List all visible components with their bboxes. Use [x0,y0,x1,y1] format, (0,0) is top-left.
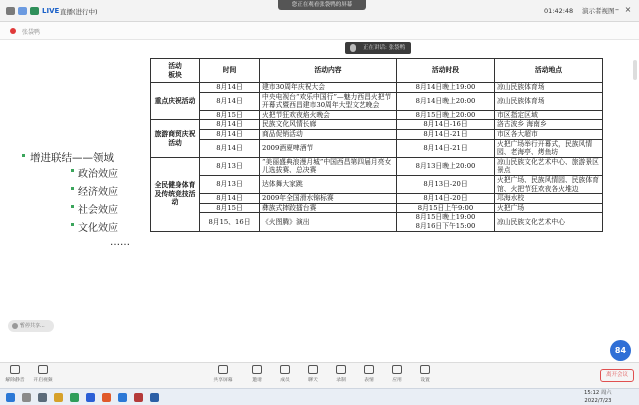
place-cell: 市区指定区域 [495,110,603,120]
table-row [151,92,603,110]
period-cell: 8月14日-21日 [397,139,495,157]
edge-icon[interactable] [86,393,95,402]
share-screen-button[interactable]: 共享屏幕 [210,365,236,383]
minimize-icon[interactable]: – [615,5,619,14]
place-cell: 市区各大超市 [495,129,603,139]
os-taskbar [0,388,639,405]
invite-button[interactable]: 邀请 [244,365,270,383]
date-cell: 8月14日 [200,120,260,130]
group-cell: 重点庆祝活动 [151,83,200,120]
microphone-icon [350,44,356,52]
bullet-sub: 经济效应 [78,183,158,198]
period-cell: 8月13日-20日 [397,175,495,193]
content-cell: 民族文化风情长廊 [260,120,397,130]
share-icon [218,365,228,374]
file-explorer-icon[interactable] [54,393,63,402]
camera-icon [38,365,48,374]
unmute-button[interactable]: 解除静音 [2,365,28,383]
group-cell: 旅游商贸庆祝活动 [151,120,200,157]
header-cell: 活动地点 [495,59,603,83]
tray-date: 2022/7/23 [584,397,612,404]
group-cell: 全民健身体育及传统竞技活动 [151,157,200,231]
period-cell: 8月14日晚上19:00 [397,83,495,93]
smile-icon [364,365,374,374]
table-row [151,175,603,193]
place-cell: 凉山民族体育场 [495,83,603,93]
search-icon[interactable] [22,393,31,402]
schedule-table [150,58,603,232]
windows-start-icon[interactable] [6,393,15,402]
header-cell: 活动内容 [260,59,397,83]
scrollbar[interactable] [633,60,637,80]
content-cell: 2009年全国滑水锦标赛 [260,194,397,204]
table-row [151,120,603,130]
task-view-icon[interactable] [38,393,47,402]
close-icon[interactable]: × [624,5,632,14]
record-icon [336,365,346,374]
period-cell: 8月14日-20日 [397,194,495,204]
invite-icon [252,365,262,374]
header-cell: 活动 板块 [151,59,200,83]
table-row [151,194,603,204]
app-icon[interactable] [102,393,111,402]
slide-bullets [22,150,130,248]
system-clock[interactable] [584,390,612,405]
table-row [151,213,603,231]
word-icon[interactable] [150,393,159,402]
date-cell: 8月15日 [200,203,260,213]
content-cell: 《火图腾》演出 [260,213,397,231]
presenter-bar [0,22,639,40]
speaking-label: 正在讲话: 张袋鸭 [363,45,406,51]
place-cell: 火把广场 [495,203,603,213]
app-icon[interactable] [70,393,79,402]
date-cell: 8月14日 [200,92,260,110]
recording-icon [10,28,16,34]
live-badge: LIVE [42,7,60,15]
members-button[interactable]: 成员 [272,365,298,383]
chat-button[interactable]: 聊天 [300,365,326,383]
bullet-sub: 社会效应 [78,201,158,216]
meeting-toolbar [0,362,639,388]
date-cell: 8月13日 [200,157,260,175]
presenter-view-button[interactable]: 演示者视图 [582,7,615,15]
content-cell: 2009酒夏啤酒节 [260,139,397,157]
meeting-title: 直播(进行中) [60,8,98,16]
period-cell: 8月14日-16日 [397,120,495,130]
meeting-app-icon[interactable] [118,393,127,402]
content-cell: 火把节狂欢夜焰火晚会 [260,110,397,120]
place-cell: 邛海水校 [495,194,603,204]
place-cell: 洛古波乡 海南乡 [495,120,603,130]
place-cell: 凉山民族体育场 [495,92,603,110]
table-row [151,139,603,157]
date-cell: 8月15、16日 [200,213,260,231]
header-cell: 时间 [200,59,260,83]
content-cell: 商品促销活动 [260,129,397,139]
stop-share-chip[interactable]: 暂停共享... [8,320,54,332]
place-cell: 凉山民族文化艺术中心 [495,213,603,231]
period-cell: 8月15日晚上20:00 [397,110,495,120]
table-header-row [151,59,603,83]
reactions-button[interactable]: 表情 [356,365,382,383]
period-cell: 8月14日-21日 [397,129,495,139]
table-row [151,83,603,93]
table-row [151,203,603,213]
content-cell: 彝族式摔跤擂台赛 [260,203,397,213]
bullet-ellipsis: …… [110,237,130,248]
settings-icon[interactable] [18,7,27,15]
period-cell: 8月13日晚上20:00 [397,157,495,175]
record-button[interactable]: 录制 [328,365,354,383]
place-cell: 凉山民族文化艺术中心、旅游景区景点 [495,157,603,175]
content-cell: 中央电视台“欢乐中国行”—魅力西昌火把节开幕式暨西昌建市30周年大型文艺晚会 [260,92,397,110]
place-cell: 火把广场举行开幕式，民族风情园、老海亭、烤鱼坊 [495,139,603,157]
members-icon [280,365,290,374]
date-cell: 8月15日 [200,110,260,120]
date-cell: 8月13日 [200,175,260,193]
powerpoint-icon[interactable] [134,393,143,402]
shield-icon[interactable] [30,7,39,15]
table-row [151,157,603,175]
bullet-sub: 文化效应 [78,219,158,234]
content-cell: 建市30周年庆祝大会 [260,83,397,93]
speaking-indicator [345,42,411,54]
settings-button[interactable]: 设置 [412,365,438,383]
participants-count-badge[interactable]: 84 [610,340,631,361]
place-cell: 火把广场、民族风情园、民族体育馆、火把节狂欢夜各火堆边 [495,175,603,193]
table-row [151,110,603,120]
tray-time: 15:12 周六 [584,390,612,396]
apps-button[interactable]: 应用 [384,365,410,383]
sharing-banner[interactable]: 您正在观看张袋鸭的屏幕 [278,0,366,10]
content-cell: 达体舞大家跳 [260,175,397,193]
bullet-main: 增进联结——领域 [22,150,114,165]
chat-icon [308,365,318,374]
period-cell: 8月14日晚上20:00 [397,92,495,110]
menu-icon[interactable] [6,7,15,15]
window-titlebar [0,0,639,22]
period-cell: 8月15日上午9:00 [397,203,495,213]
bullet-sub: 政治效应 [78,165,158,180]
presenter-name: 张袋鸭 [22,29,41,36]
content-cell: “美丽盛典浪漫月城”中国西昌第四届月亮女儿选拔赛、总决赛 [260,157,397,175]
date-cell: 8月14日 [200,129,260,139]
gear-icon [420,365,430,374]
header-cell: 活动时段 [397,59,495,83]
date-cell: 8月14日 [200,139,260,157]
apps-icon [392,365,402,374]
start-video-button[interactable]: 开启视频 [30,365,56,383]
date-cell: 8月14日 [200,83,260,93]
date-cell: 8月14日 [200,194,260,204]
meeting-timer: 01:42:48 [544,7,574,15]
period-cell: 8月15日晚上19:00 8月16日下午15:00 [397,213,495,231]
microphone-icon [10,365,20,374]
table-row [151,129,603,139]
leave-meeting-button[interactable]: 离开会议 [600,369,634,382]
